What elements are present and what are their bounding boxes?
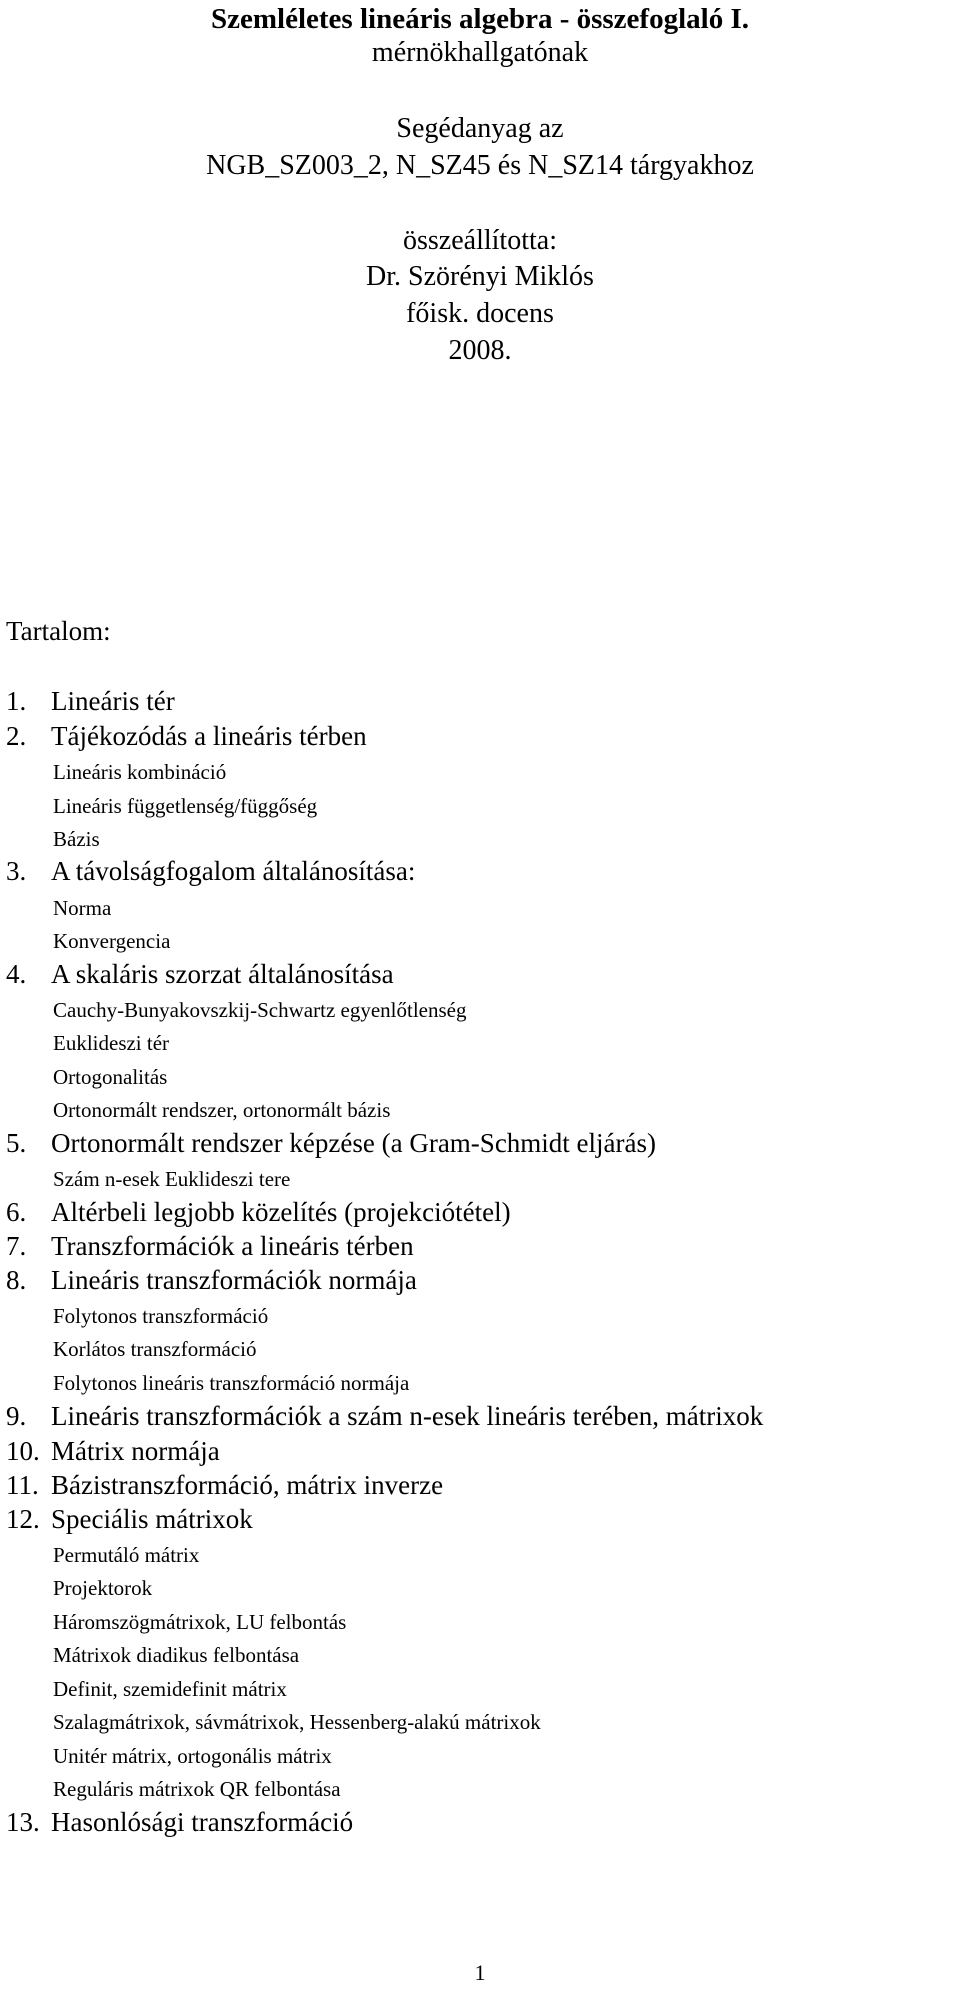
toc-entry	[6, 1196, 511, 1228]
toc-entry-text: Altérbeli legjobb közelítés (projekciótétel)	[51, 1197, 511, 1227]
toc-subentry: Reguláris mátrixok QR felbontása	[53, 1777, 341, 1801]
toc-entry	[6, 1400, 763, 1432]
toc-subentry: Háromszögmátrixok, LU felbontás	[53, 1610, 347, 1634]
toc-subentry: Szám n-esek Euklideszi tere	[53, 1167, 291, 1191]
toc-subentry: Unitér mátrix, ortogonális mátrix	[53, 1744, 332, 1768]
toc-entry	[6, 1264, 417, 1296]
toc-entry-text: Speciális mátrixok	[51, 1504, 253, 1534]
author-position: főisk. docens	[406, 298, 554, 329]
toc-entry	[6, 1127, 656, 1159]
toc-entry-text: A skaláris szorzat általánosítása	[51, 959, 394, 989]
toc-entry-number: 10.	[6, 1436, 40, 1466]
toc-heading: Tartalom:	[6, 616, 111, 646]
toc-entry	[6, 685, 175, 717]
toc-entry-number: 12.	[6, 1504, 40, 1534]
toc-subentry: Mátrixok diadikus felbontása	[53, 1643, 300, 1667]
toc-subentry: Cauchy-Bunyakovszkij-Schwartz egyenlőtlenség	[53, 998, 467, 1022]
toc-subentry: Permutáló mátrix	[53, 1543, 200, 1567]
compiled-label: összeállította:	[403, 225, 557, 256]
toc-subentry: Norma	[53, 896, 112, 920]
toc-entry	[6, 1230, 414, 1262]
toc-entry-text: Lineáris tér	[51, 686, 175, 716]
toc-entry	[6, 1469, 443, 1501]
toc-subentry: Euklideszi tér	[53, 1031, 170, 1055]
toc-entry-text: Bázistranszformáció, mátrix inverze	[51, 1470, 444, 1500]
toc-subentry: Ortonormált rendszer, ortonormált bázis	[53, 1098, 391, 1122]
toc-entry-text: Transzformációk a lineáris térben	[51, 1231, 414, 1261]
toc-subentry: Folytonos transzformáció	[53, 1304, 269, 1328]
toc-entry	[6, 1806, 353, 1838]
toc-entry-number: 11.	[6, 1470, 39, 1500]
author-name: Dr. Szörényi Miklós	[366, 261, 594, 292]
toc-entry-text: Tájékozódás a lineáris térben	[51, 721, 367, 751]
toc-entry-text: Ortonormált rendszer képzése (a Gram-Schmidt eljárás)	[51, 1128, 656, 1158]
toc-entry-text: A távolságfogalom általánosítása:	[51, 856, 416, 886]
page-number: 1	[474, 1960, 486, 1985]
toc-subentry: Folytonos lineáris transzformáció normája	[53, 1371, 410, 1395]
toc-subentry: Projektorok	[53, 1576, 153, 1600]
toc-entry-text: Lineáris transzformációk normája	[51, 1265, 417, 1295]
purpose-line-1: Segédanyag az	[396, 113, 564, 144]
toc-subentry: Bázis	[53, 827, 100, 851]
toc-entry-number: 7.	[6, 1231, 27, 1261]
document-title: Szemléletes lineáris algebra - összefoglaló I.	[211, 3, 749, 35]
toc-entry	[6, 1435, 220, 1467]
toc-entry	[6, 720, 367, 752]
publication-year: 2008.	[448, 335, 512, 366]
toc-entry-text: Mátrix normája	[51, 1436, 220, 1466]
toc-subentry: Konvergencia	[53, 929, 171, 953]
toc-subentry: Lineáris függetlenség/függőség	[53, 794, 318, 818]
toc-entry-number: 5.	[6, 1128, 27, 1158]
toc-subentry: Korlátos transzformáció	[53, 1337, 257, 1361]
toc-subentry: Szalagmátrixok, sávmátrixok, Hessenberg-alakú mátrixok	[53, 1710, 541, 1734]
toc-subentry: Ortogonalitás	[53, 1065, 168, 1089]
toc-entry	[6, 855, 415, 887]
toc-entry-number: 1.	[6, 686, 27, 716]
toc-entry-number: 3.	[6, 856, 27, 886]
toc-entry-text: Hasonlósági transzformáció	[51, 1807, 354, 1837]
toc-entry	[6, 958, 394, 990]
toc-subentry: Lineáris kombináció	[53, 760, 227, 784]
toc-entry-number: 2.	[6, 721, 27, 751]
toc-entry-number: 13.	[6, 1807, 40, 1837]
toc-entry-number: 8.	[6, 1265, 27, 1295]
toc-entry-number: 6.	[6, 1197, 27, 1227]
purpose-line-2: NGB_SZ003_2, N_SZ45 és N_SZ14 tárgyakhoz	[206, 150, 754, 181]
toc-entry-number: 9.	[6, 1401, 27, 1431]
toc-entry-text: Lineáris transzformációk a szám n-esek lineáris terében, mátrixok	[51, 1401, 764, 1431]
document-subtitle: mérnökhallgatónak	[371, 37, 589, 68]
toc-entry-number: 4.	[6, 959, 27, 989]
toc-entry	[6, 1503, 253, 1535]
toc-subentry: Definit, szemidefinit mátrix	[53, 1677, 287, 1701]
